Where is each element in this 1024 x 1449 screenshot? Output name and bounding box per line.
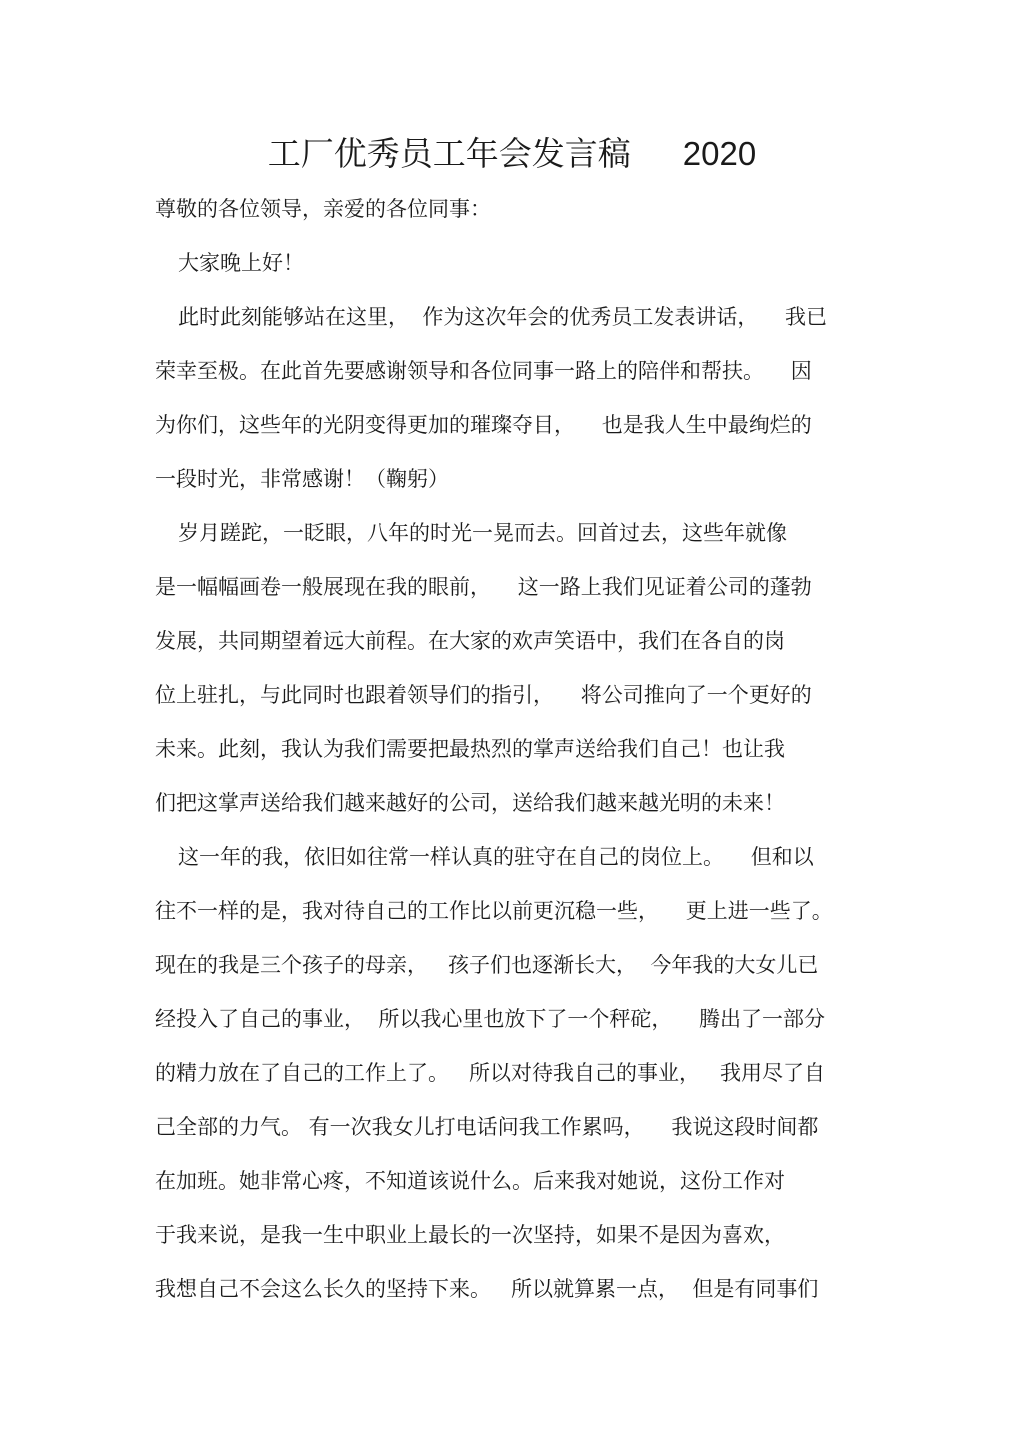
paragraph-line: 发展，共同期望着远大前程。在大家的欢声笑语中，我们在各自的岗 [155,629,785,653]
paragraph-line: 我想自己不会这么长久的坚持下来。 所以就算累一点， 但是有同事们 [155,1277,819,1301]
paragraph-line: 一段时光，非常感谢！（鞠躬） [155,467,449,491]
paragraph-line: 是一幅幅画卷一般展现在我的眼前， 这一路上我们见证着公司的蓬勃 [155,575,812,599]
greeting-line: 大家晚上好！ [178,251,304,275]
paragraph-line: 荣幸至极。在此首先要感谢领导和各位同事一路上的陪伴和帮扶。 因 [155,359,812,383]
paragraph-line: 此时此刻能够站在这里， 作为这次年会的优秀员工发表讲话， 我已 [178,305,828,329]
paragraph-line: 在加班。她非常心疼，不知道该说什么。后来我对她说，这份工作对 [155,1169,785,1193]
paragraph-line: 位上驻扎，与此同时也跟着领导们的指引， 将公司推向了一个更好的 [155,683,812,707]
paragraph-line: 经投入了自己的事业， 所以我心里也放下了一个秤砣， 腾出了一部分 [155,1007,826,1031]
title-year: 2020 [682,135,757,172]
paragraph-line: 往不一样的是，我对待自己的工作比以前更沉稳一些， 更上进一些了。 [155,899,833,923]
title-text: 工厂优秀员工年会发言稿 [267,134,631,173]
salutation-line: 尊敬的各位领导，亲爱的各位同事： [155,197,491,221]
paragraph-line: 们把这掌声送给我们越来越好的公司，送给我们越来越光明的未来！ [155,791,785,815]
paragraph-line: 于我来说，是我一生中职业上最长的一次坚持，如果不是因为喜欢， [155,1223,785,1247]
paragraph-line: 岁月蹉跎，一眨眼，八年的时光一晃而去。回首过去，这些年就像 [178,521,787,545]
paragraph-line: 为你们，这些年的光阴变得更加的璀璨夺目， 也是我人生中最绚烂的 [155,413,812,437]
paragraph-line: 现在的我是三个孩子的母亲， 孩子们也逐渐长大， 今年我的大女儿已 [155,953,819,977]
paragraph-line: 这一年的我，依旧如往常一样认真的驻守在自己的岗位上。 但和以 [178,845,814,869]
paragraph-line: 的精力放在了自己的工作上了。 所以对待我自己的事业， 我用尽了自 [155,1061,826,1085]
document-title [0,128,1024,180]
paragraph-line: 己全部的力气。 有一次我女儿打电话问我工作累吗， 我说这段时间都 [155,1115,819,1139]
paragraph-line: 未来。此刻，我认为我们需要把最热烈的掌声送给我们自己！也让我 [155,737,785,761]
